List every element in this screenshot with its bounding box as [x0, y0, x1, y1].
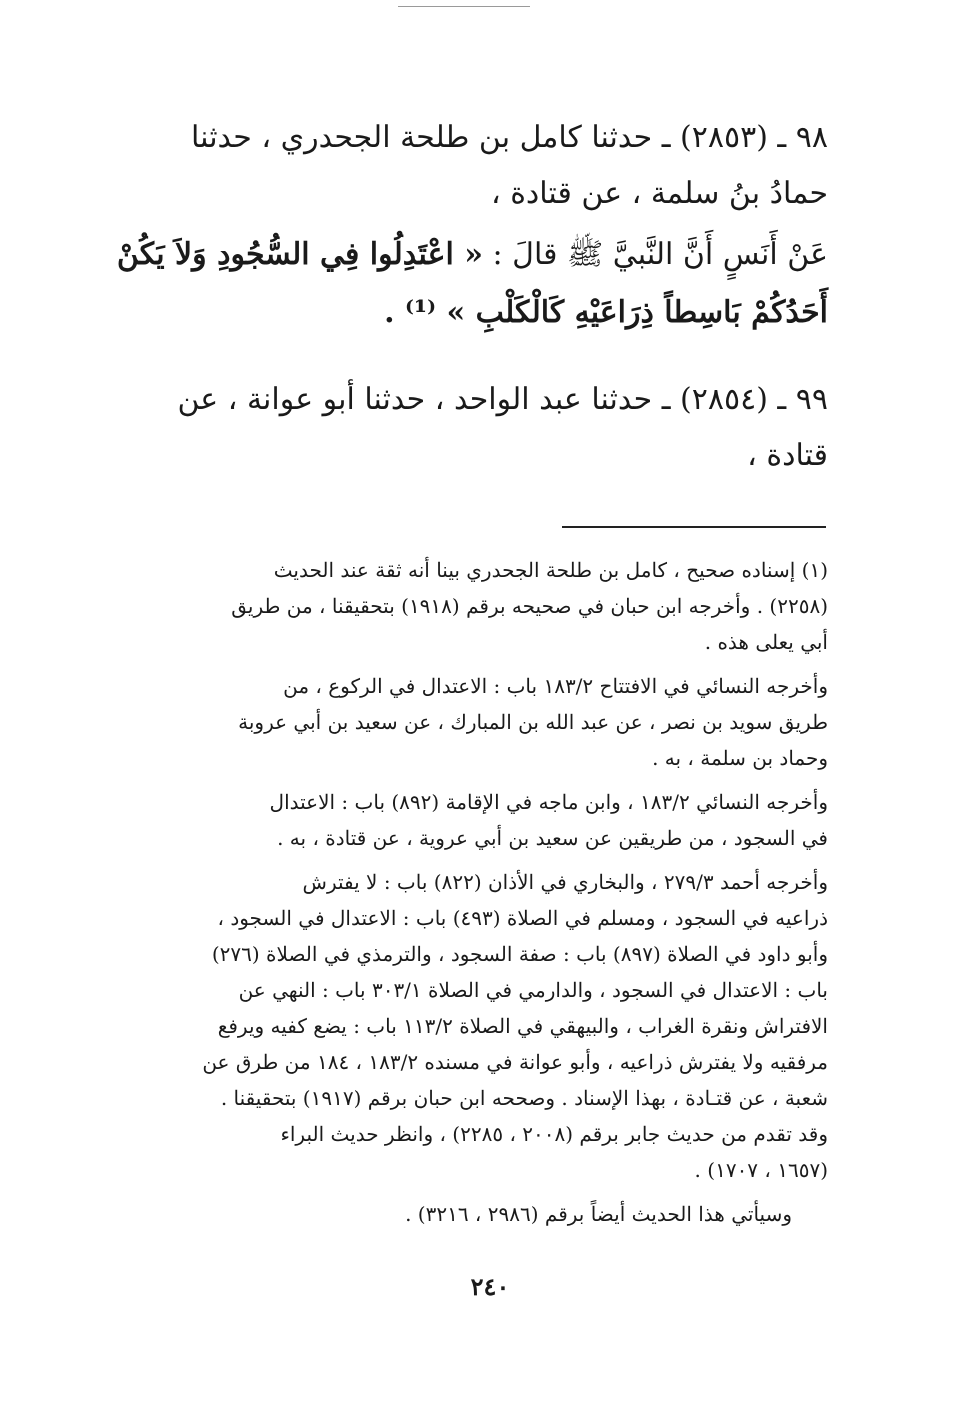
footnote-line: شعبة ، عن قتـادة ، بهذا الإسناد . وصححه ابن حبان برقم (١٩١٧) بتحقيقنا . [220, 1086, 828, 1110]
page-number: ٢٤٠ [470, 1272, 510, 1301]
footnote-line: (١) إسناده صحيح ، كامل بن طلحة الجحدري بينا أنه ثقة عند الحديث [273, 558, 828, 582]
matn-lead: عَنْ أَنَسٍ أَنَّ النَّبيَّ ﷺ قالَ : [483, 237, 828, 272]
footnote-line: في السجود ، من طريقين عن سعيد بن أبي عروية ، عن قتادة ، به . [277, 826, 828, 850]
footnote-line: وأخرجه النسائي في الافتتاح ١٨٣/٢ باب : الاعتدال في الركوع ، من [283, 674, 828, 698]
matn-line: أَحَدُكُمْ بَاسِطاً ذِرَاعَيْهِ كَالْكَلْبِ » ⁽¹⁾ . [384, 295, 828, 330]
main-text [116, 110, 828, 484]
footnote-line: (١٦٥٧ ، ١٧٠٧) . [694, 1158, 828, 1182]
footnote-paragraph [135, 784, 828, 856]
footnote-paragraph [135, 864, 828, 1188]
isnad-line: قتادة ، [747, 438, 828, 473]
footnote-line: باب : الاعتدال في السجود ، والدارمي في الصلاة ٣٠٣/١ باب : النهي عن [238, 978, 828, 1002]
footnote-line: وأبو داود في الصلاة (٨٩٧) باب : صفة السجود ، والترمذي في الصلاة (٢٧٦) [211, 942, 828, 966]
footnote-paragraph [135, 1196, 828, 1232]
footnote-line: الافتراش ونقرة الغراب ، والبيهقي في الصلاة ١١٣/٢ باب : يضع كفيه ويرفع [217, 1014, 828, 1038]
top-rule [398, 6, 530, 7]
hadith-98 [116, 110, 828, 342]
isnad-line: ٩٩ ـ (٢٨٥٤) ـ حدثنا عبد الواحد ، حدثنا أبو عوانة ، عن [177, 382, 828, 417]
footnote-line: وسيأتي هذا الحديث أيضاً برقم (٢٩٨٦ ، ٣٢١٦) . [405, 1202, 792, 1226]
footnote-paragraph [135, 668, 828, 776]
footnote-line: أبي يعلى هذه . [704, 630, 828, 654]
isnad-line: ٩٨ ـ (٢٨٥٣) ـ حدثنا كامل بن طلحة الجحدري ، حدثنا [191, 120, 828, 155]
footnote-line: طريق سويد بن نصر ، عن عبد الله بن المبارك ، عن سعيد بن أبي عروبة [238, 710, 828, 734]
footnote-line: (٢٢٥٨) . وأخرجه ابن حبان في صحيحه برقم (١٩١٨) بتحقيقنا ، من طريق [231, 594, 828, 618]
hadith-99 [135, 372, 828, 484]
isnad-line: حمادُ بنُ سلمة ، عن قتادة ، [490, 176, 828, 211]
matn-line [116, 226, 828, 284]
footnote-line: وأخرجه أحمد ٢٧٩/٣ ، والبخاري في الأذان (٨٢٢) باب : لا يفترش [302, 870, 828, 894]
footnote-separator [562, 526, 826, 528]
matn-quote-start: « اعْتَدِلُوا فِي السُّجُودِ وَلاَ يَكُنْ [116, 237, 483, 272]
footnote-line: وقد تقدم من حديث جابر برقم (٢٠٠٨ ، ٢٢٨٥) ، وانظر حديث البراء [280, 1122, 828, 1146]
footnote-paragraph [135, 552, 828, 660]
hadith-matn [116, 226, 828, 342]
footnote-line: وحماد بن سلمة ، به . [652, 746, 828, 770]
footnotes [135, 552, 828, 1240]
footnote-line: مرفقيه ولا يفترش ذراعيه ، وأبو عوانة في مسنده ١٨٣/٢ ، ١٨٤ من طرق عن [202, 1050, 828, 1074]
footnote-line: وأخرجه النسائي ١٨٣/٢ ، وابن ماجه في الإقامة (٨٩٢) باب : الاعتدال [269, 790, 828, 814]
footnote-line: ذراعيه في السجود ، ومسلم في الصلاة (٤٩٣) باب : الاعتدال في السجود ، [217, 906, 828, 930]
